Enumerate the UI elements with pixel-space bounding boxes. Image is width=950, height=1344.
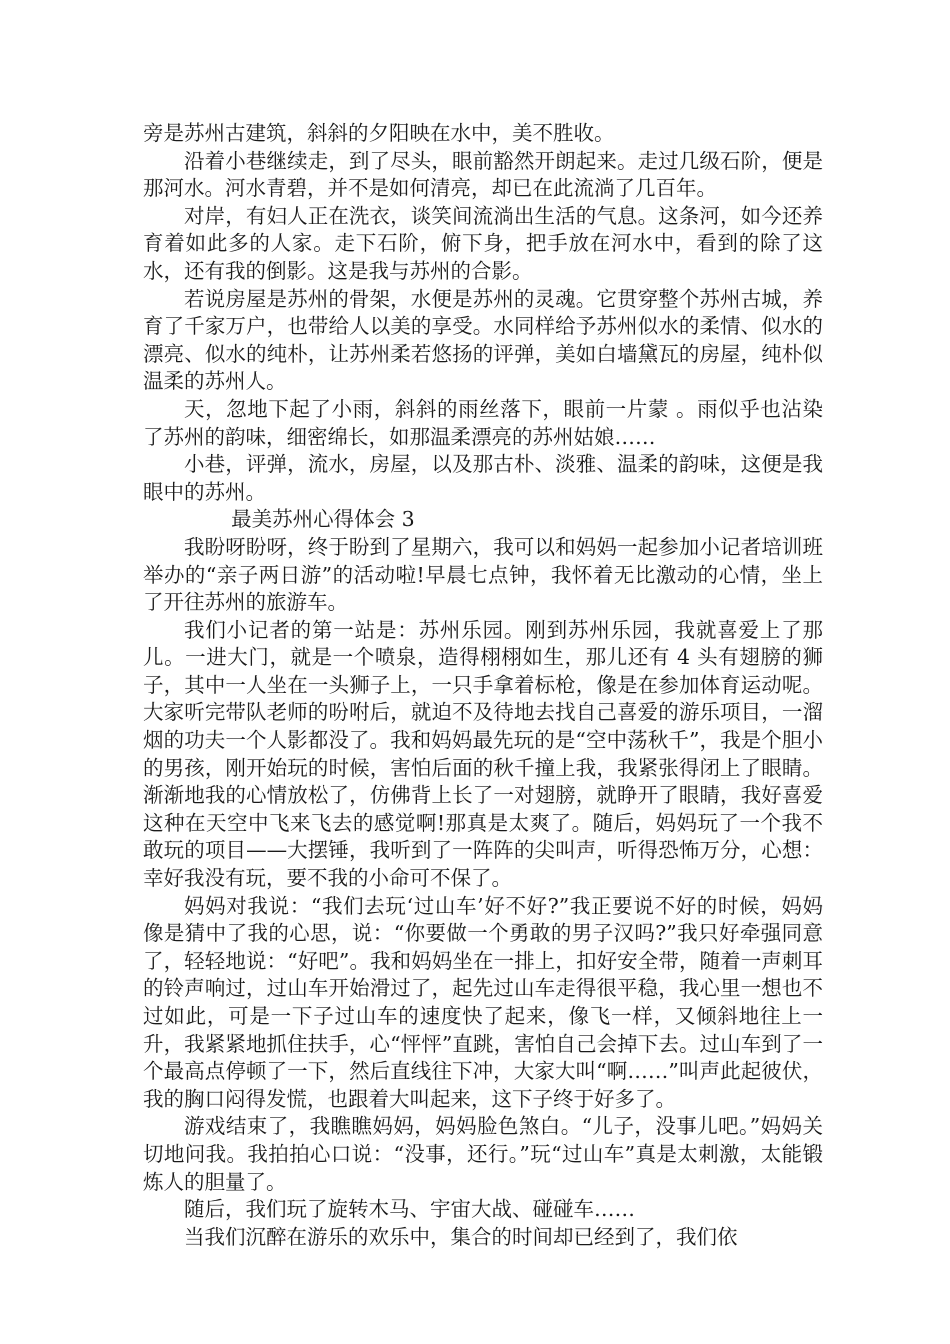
document-body (143, 120, 823, 1251)
paragraph: 若说房屋是苏州的骨架，水便是苏州的灵魂。它贯穿整个苏州古城，养育了千家万户，也带给人以美的享受。水同样给予苏州似水的柔情、似水的漂亮、似水的纯朴，让苏州柔若悠扬的评弹，美如白墙黛瓦的房屋，纯朴似温柔的苏州人。 (143, 286, 823, 394)
intro-line: 旁是苏州古建筑，斜斜的夕阳映在水中，美不胜收。 (143, 121, 615, 145)
paragraph: 游戏结束了，我瞧瞧妈妈，妈妈脸色煞白。“儿子，没事儿吧。”妈妈关切地问我。我拍拍心口说：“没事，还行。”玩“过山车”真是太刺激，太能锻炼人的胆量了。 (143, 1114, 823, 1194)
paragraph: 天，忽地下起了小雨，斜斜的雨丝落下，眼前一片蒙 。雨似乎也沾染了苏州的韵味，细密绵长，如那温柔漂亮的苏州姑娘…… (143, 396, 823, 449)
paragraph: 当我们沉醉在游乐的欢乐中，集合的时间却已经到了，我们依 (184, 1224, 738, 1249)
paragraph: 我盼呀盼呀，终于盼到了星期六，我可以和妈妈一起参加小记者培训班举办的“亲子两日游”的活动啦!早晨七点钟，我怀着无比激动的心情，坐上了开往苏州的旅游车。 (143, 534, 823, 615)
paragraph: 妈妈对我说：“我们去玩‘过山车’好不好?”我正要说不好的时候，妈妈像是猜中了我的心思，说：“你要做一个勇敢的男子汉吗?”我只好牵强同意了，轻轻地说：“好吧”。我和妈妈坐在一排上，扣好安全带，随着一声刺耳的铃声响过，过山车开始滑过了，起先过山车走得很平稳，我心里一想也不过如此，可是一下子过山车的速度快了起来，像飞一样，又倾斜地往上一升，我紧紧地抓住扶手，心“怦怦”直跳，害怕自己会掉下去。过山车到了一个最高点停顿了一下，然后直线往下冲，大家大叫“啊……”叫声此起彼伏，我的胸口闷得发慌，也跟着大叫起来，这下子终于好多了。 (143, 893, 823, 1111)
paragraph: 随后，我们玩了旋转木马、宇宙大战、碰碰车…… (184, 1197, 635, 1222)
paragraph: 小巷，评弹，流水，房屋，以及那古朴、淡雅、温柔的韵味，这便是我眼中的苏州。 (143, 452, 823, 504)
paragraph: 沿着小巷继续走，到了尽头，眼前豁然开朗起来。走过几级石阶，便是那河水。河水青碧，并不是如何清亮，却已在此流淌了几百年。 (143, 148, 823, 201)
paragraph: 对岸，有妇人正在洗衣，谈笑间流淌出生活的气息。这条河，如今还养育着如此多的人家。走下石阶，俯下身，把手放在河水中，看到的除了这水，还有我的倒影。这是我与苏州的合影。 (143, 203, 823, 283)
paragraph: 我们小记者的第一站是：苏州乐园。刚到苏州乐园，我就喜爱上了那儿。一进大门，就是一个喷泉，造得栩栩如生，那儿还有 4 头有翅膀的狮子，其中一人坐在一头狮子上，一只手拿着标枪，像是在参加体育运动呢。大家听完带队老师的吩咐后，就迫不及待地去找自己喜爱的游乐项目，一溜烟的功夫一个人影都没了。我和妈妈最先玩的是“空中荡秋千”，我是个胆小的男孩，刚开始玩的时候，害怕后面的秋千撞上我，我紧张得闭上了眼睛。渐渐地我的心情放松了，仿佛背上长了一对翅膀，就睁开了眼睛，我好喜爱这种在天空中飞来飞去的感觉啊!那真是太爽了。随后，妈妈玩了一个我不敢玩的项目——大摆锤，我听到了一阵阵的尖叫声，听得恐怖万分，心想：幸好我没有玩，要不我的小命可不保了。 (143, 617, 823, 891)
section-heading: 最美苏州心得体会 3 (231, 507, 415, 532)
